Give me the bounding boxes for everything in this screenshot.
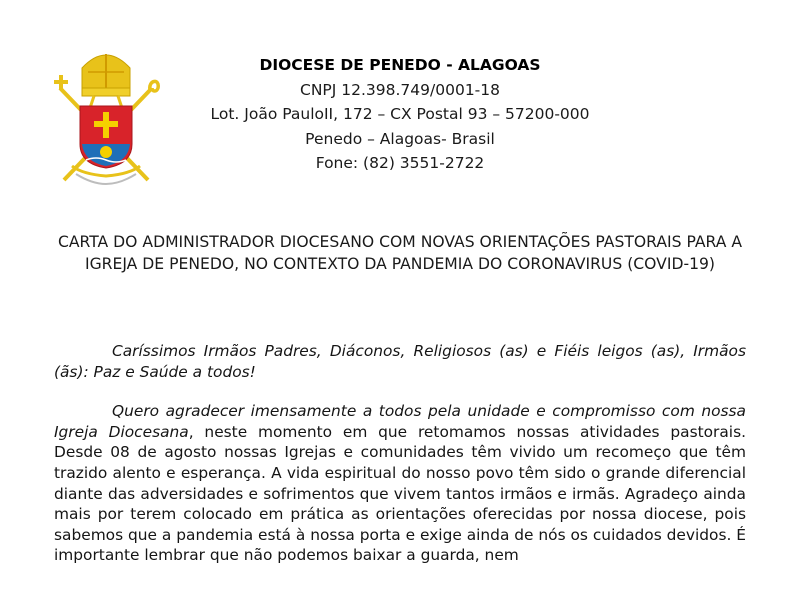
document-title: CARTA DO ADMINISTRADOR DIOCESANO COM NOVAS ORIENTAÇÕES PASTORAIS PARA A IGREJA DE PENEDO, NO CONTEXTO DA PANDEMIA DO CORONAVIRUS (COVID-19) bbox=[57, 233, 743, 273]
paragraph-1-italic: Quero agradecer imensamente a todos pela unidade e compromisso com nossa Igreja Diocesana bbox=[54, 402, 746, 441]
address-line: Lot. João PauloII, 172 – CX Postal 93 – 57200-000 bbox=[210, 105, 590, 123]
paragraph-1 bbox=[54, 401, 746, 566]
cnpj-line: CNPJ 12.398.749/0001-18 bbox=[300, 80, 500, 99]
mitre bbox=[82, 54, 130, 114]
shield bbox=[80, 106, 132, 168]
letter-body bbox=[54, 341, 746, 566]
greeting: Caríssimos Irmãos Padres, Diáconos, Religiosos (as) e Fiéis leigos (as), Irmãos (ãs): Paz e Saúde a todos! bbox=[54, 342, 746, 381]
ribbons bbox=[72, 166, 140, 184]
city-line: Penedo – Alagoas- Brasil bbox=[305, 129, 495, 148]
paragraph-1-text: , neste momento em que retomamos nossas atividades pastorais. Desde 08 de agosto nossas Igrejas e comunidades têm vivido um recomeço que têm trazido alento e esperança. A vida espiritual do nosso povo têm sido o grande diferencial diante das adversidades e sofrimentos que vivem tantos irmãos e irmãs. Agradeço ainda mais por terem colocado em prática as orientações oferecidas por nossa diocese, pois sabemos que a pandemia está à nossa porta e exige ainda de nós os cuidados devidos. É importante lembrar que não podemos baixar a guarda, nem bbox=[54, 422, 746, 565]
organization-name: DIOCESE DE PENEDO - ALAGOAS bbox=[259, 56, 541, 74]
phone-line: Fone: (82) 3551-2722 bbox=[315, 154, 485, 172]
coat-of-arms-icon bbox=[52, 48, 160, 190]
letterhead bbox=[180, 53, 620, 176]
